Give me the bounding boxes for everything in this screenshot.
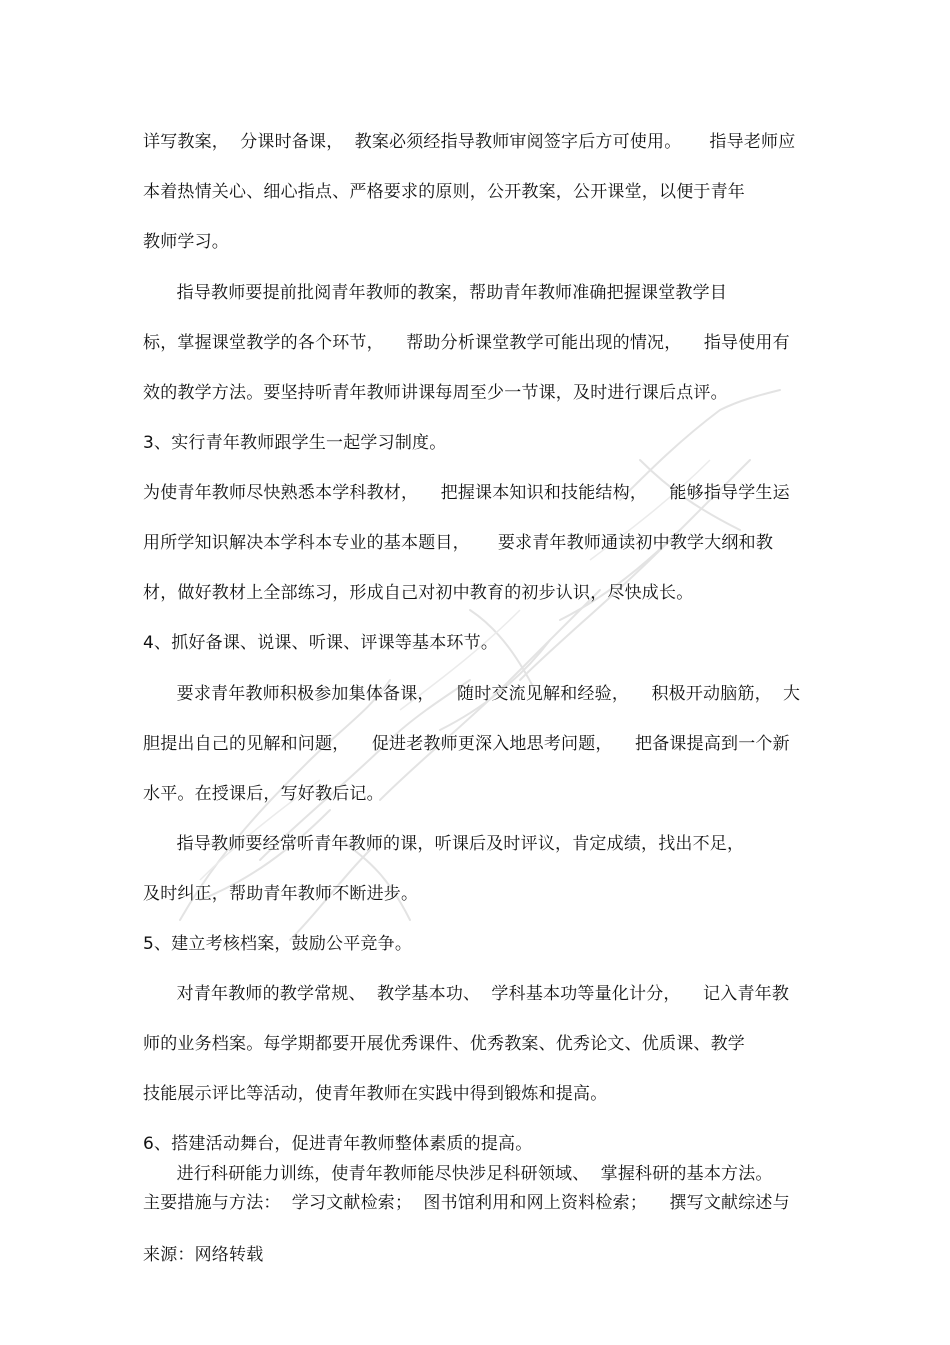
text-line-3: 教师学习。 [143,232,229,252]
section-heading-5: 5、建立考核档案，鼓励公平竞争。 [143,934,413,954]
text-line-10: 材，做好教材上全部练习，形成自己对初中教育的初步认识，尽快成长。 [143,583,694,603]
text-line-15: 指导教师要经常听青年教师的课，听课后及时评议，肯定成绩，找出不足， [143,834,745,854]
text-line-4: 指导教师要提前批阅青年教师的教案，帮助青年教师准确把握课堂教学目 [143,283,728,303]
section-heading-3: 3、实行青年教师跟学生一起学习制度。 [143,433,447,453]
text-line-20: 技能展示评比等活动，使青年教师在实践中得到锻炼和提高。 [143,1084,608,1104]
text-line-8: 为使青年教师尽快熟悉本学科教材， 把握课本知识和技能结构， 能够指导学生运 [143,483,790,503]
text-line-1: 详写教案， 分课时备课， 教案必须经指导教师审阅签字后方可使用。 指导老师应 [143,132,796,152]
text-line-2: 本着热情关心、细心指点、严格要求的原则，公开教案，公开课堂，以便于青年 [143,182,745,202]
text-line-5: 标，掌握课堂教学的各个环节， 帮助分析课堂教学可能出现的情况， 指导使用有 [143,333,790,353]
text-line-9: 用所学知识解决本学科本专业的基本题目， 要求青年教师通读初中教学大纲和教 [143,533,774,553]
section-heading-4: 4、抓好备课、说课、听课、评课等基本环节。 [143,633,499,653]
text-line-22: 进行科研能力训练，使青年教师能尽快涉足科研领域、 掌握科研的基本方法。 [143,1164,773,1184]
text-line-23: 主要措施与方法： 学习文献检索； 图书馆利用和网上资料检索； 撰写文献综述与 [143,1193,790,1213]
source-note: 来源：网络转载 [143,1245,264,1265]
text-line-12: 要求青年教师积极参加集体备课， 随时交流见解和经验， 积极开动脑筋， 大 [143,684,801,704]
text-line-18: 对青年教师的教学常规、 教学基本功、 学科基本功等量化计分， 记入青年教 [143,984,790,1004]
text-line-16: 及时纠正，帮助青年教师不断进步。 [143,884,419,904]
text-line-14: 水平。在授课后，写好教后记。 [143,784,384,804]
text-line-6: 效的教学方法。要坚持听青年教师讲课每周至少一节课，及时进行课后点评。 [143,383,728,403]
section-heading-6: 6、搭建活动舞台，促进青年教师整体素质的提高。 [143,1134,533,1154]
text-line-19: 师的业务档案。每学期都要开展优秀课件、优秀教案、优秀论文、优质课、教学 [143,1034,745,1054]
text-line-13: 胆提出自己的见解和问题， 促进老教师更深入地思考问题， 把备课提高到一个新 [143,734,790,754]
